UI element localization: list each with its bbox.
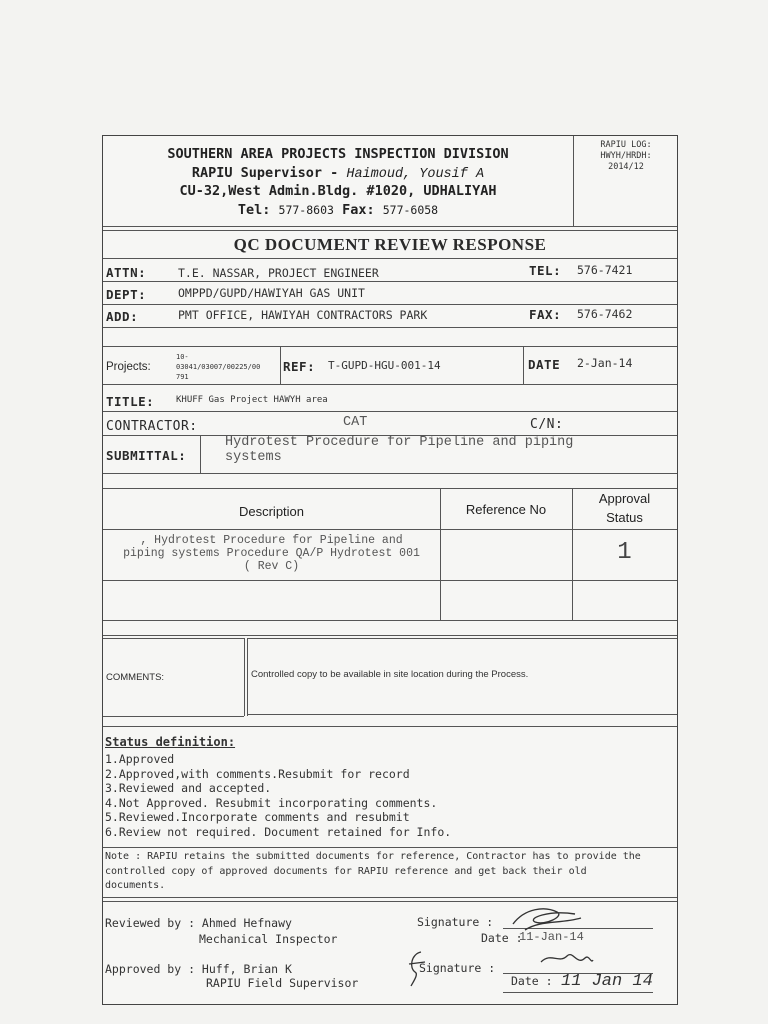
log-year: 2014/12 xyxy=(608,162,644,172)
row-description-line-1: , Hydrotest Procedure for Pipeline and xyxy=(140,534,403,547)
tel-label: Tel: xyxy=(237,202,271,218)
reviewed-by: Reviewed by : Ahmed Hefnawy xyxy=(105,916,292,930)
submittal-value xyxy=(225,435,573,465)
status-item-4: 4.Not Approved. Resubmit incorporating comments. xyxy=(105,795,438,810)
log-ref: HWYH/HRDH: xyxy=(600,151,652,161)
projects-line-2: 03041/03007/00225/00 xyxy=(176,363,261,371)
row-description-line-3: ( Rev C) xyxy=(243,560,300,573)
status-item-3: 3.Reviewed and accepted. xyxy=(105,781,272,795)
ref-label: REF: xyxy=(283,359,316,374)
date-label-1: Date : xyxy=(481,931,523,945)
log-label: RAPIU LOG: xyxy=(600,140,652,150)
status-item-5: 5.Reviewed.Incorporate comments and resubmit xyxy=(105,810,410,824)
attn-label: ATTN: xyxy=(106,265,147,280)
division-name: SOUTHERN AREA PROJECTS INSPECTION DIVISION xyxy=(167,146,509,162)
submittal-line-2: systems xyxy=(225,450,282,465)
add-value: PMT OFFICE, HAWIYAH CONTRACTORS PARK xyxy=(178,308,428,322)
th-description: Description xyxy=(238,504,305,519)
projects-line-3: 791 xyxy=(176,373,189,381)
attn-value: T.E. NASSAR, PROJECT ENGINEER xyxy=(178,266,379,280)
submittal-label: SUBMITTAL: xyxy=(106,448,187,463)
row-status: 1 xyxy=(617,539,632,566)
division-contact xyxy=(103,202,573,218)
division-address: CU-32,West Admin.Bldg. #1020, UDHALIYAH xyxy=(179,183,497,199)
qc-review-form xyxy=(102,135,678,1005)
projects-line-1: 10- xyxy=(176,353,189,361)
projects-label: Projects: xyxy=(106,361,151,373)
reviewer-signature-icon xyxy=(505,902,585,936)
supervisor-line xyxy=(103,165,573,182)
dept-value: OMPPD/GUPD/HAWIYAH GAS UNIT xyxy=(178,286,365,300)
th-reference: Reference No xyxy=(465,502,547,517)
status-item-2: 2.Approved,with comments.Resubmit for record xyxy=(105,766,410,781)
supervisor-label: RAPIU Supervisor - xyxy=(191,165,347,181)
note-line-2: controlled copy of approved documents for RAPIU reference and get back their old xyxy=(105,865,587,877)
date-label-2: Date : xyxy=(511,974,553,988)
date-value: 2-Jan-14 xyxy=(577,356,633,370)
form-title: QC DOCUMENT REVIEW RESPONSE xyxy=(233,235,547,254)
contractor-label: CONTRACTOR: xyxy=(106,419,198,434)
note-line-3: documents. xyxy=(105,880,166,891)
submittal-line-1: Hydrotest Procedure for Pipeline and piping xyxy=(225,435,574,450)
date-value-1: 11-Jan-14 xyxy=(519,930,584,944)
status-list xyxy=(105,752,451,839)
log-box xyxy=(581,140,671,173)
signature-label-1: Signature : xyxy=(417,915,494,929)
th-status: Status xyxy=(606,510,643,525)
note xyxy=(105,850,671,894)
approver-initial-icon xyxy=(403,948,433,988)
fax-field-label: FAX: xyxy=(529,307,562,322)
row-description-line-2: piping systems Procedure QA/P Hydrotest 001 xyxy=(123,547,420,560)
row-description xyxy=(103,534,440,573)
status-item-1: 1.Approved xyxy=(105,752,175,766)
title-label: TITLE: xyxy=(106,394,155,409)
status-item-6: 6.Review not required. Document retained for Info. xyxy=(105,824,452,839)
add-label: ADD: xyxy=(106,309,139,324)
fax-value: 577-6058 xyxy=(382,203,439,217)
tel-value: 577-8603 xyxy=(278,203,334,217)
fax-field-value: 576-7462 xyxy=(577,307,633,321)
status-definition-title: Status definition: xyxy=(105,735,236,749)
projects-value xyxy=(176,352,260,382)
tel-field-label: TEL: xyxy=(529,263,562,278)
tel-field-value: 576-7421 xyxy=(577,263,633,277)
supervisor-name: Haimoud, Yousif A xyxy=(346,167,485,182)
th-approval: Approval xyxy=(598,491,651,506)
fax-label: Fax: xyxy=(342,202,375,218)
approved-by: Approved by : Huff, Brian K xyxy=(105,962,292,976)
comments-text: Controlled copy to be available in site location during the Process. xyxy=(251,669,529,680)
approved-title: RAPIU Field Supervisor xyxy=(206,976,359,990)
comments-label: COMMENTS: xyxy=(106,672,165,683)
cn-label: C/N: xyxy=(530,417,564,432)
reviewed-title: Mechanical Inspector xyxy=(199,932,338,946)
date-label: DATE xyxy=(528,357,561,372)
signature-label-2: Signature : xyxy=(419,961,496,975)
dept-label: DEPT: xyxy=(106,287,147,302)
ref-value: T-GUPD-HGU-001-14 xyxy=(328,359,441,372)
approver-signature-icon xyxy=(537,944,597,972)
title-value: KHUFF Gas Project HAWYH area xyxy=(176,395,328,405)
contractor-value: CAT xyxy=(343,415,368,430)
note-line-1: Note : RAPIU retains the submitted documents for reference, Contractor has to provide the xyxy=(105,851,641,862)
date-value-2: 11 Jan 14 xyxy=(561,972,653,991)
